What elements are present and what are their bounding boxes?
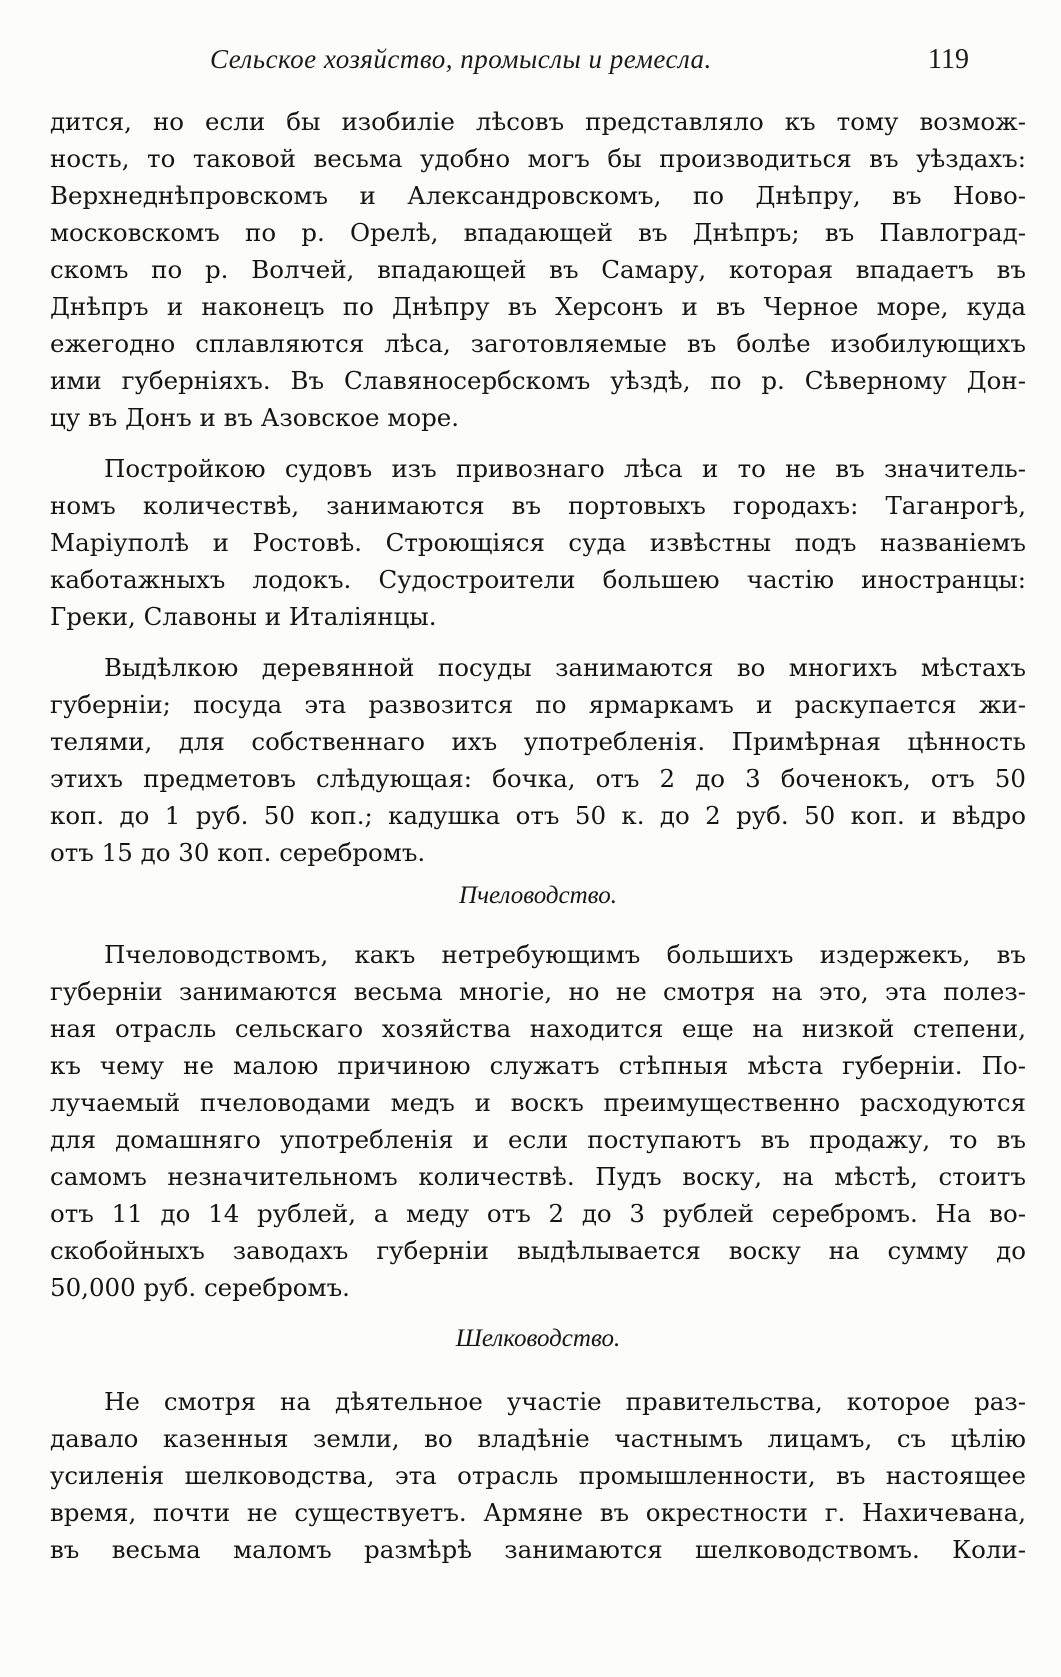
section-heading-sericulture: Шелководство.	[455, 1325, 621, 1352]
body-text	[50, 103, 1026, 1568]
text-line: Пчеловодствомъ, какъ нетребующимъ большихъ издержекъ, въ	[104, 940, 1026, 969]
text-line: отъ 11 до 14 рублей, а меду отъ 2 до 3 рублей серебромъ. На во-	[50, 1199, 1026, 1228]
text-line: къ чему не малою причиною служатъ стѣпныя мѣста губерніи. По-	[50, 1051, 1026, 1080]
text-line: московскомъ по р. Орелѣ, впадающей въ Днѣпръ; въ Павлоград-	[50, 218, 1026, 247]
text-line: Маріуполѣ и Ростовѣ. Строющіяся суда извѣстны подъ названіемъ	[50, 528, 1026, 557]
text-line: Выдѣлкою деревянной посуды занимаются во многихъ мѣстахъ	[104, 653, 1026, 682]
text-line: скомъ по р. Волчей, впадающей въ Самару, которая впадаетъ въ	[50, 255, 1026, 284]
text-line: Греки, Славоны и Италіянцы.	[50, 602, 437, 631]
text-line: Верхнеднѣпровскомъ и Александровскомъ, по Днѣпру, въ Ново-	[50, 181, 1026, 210]
text-line: Днѣпръ и наконецъ по Днѣпру въ Херсонъ и въ Черное море, куда	[50, 292, 1026, 321]
paragraph	[50, 1383, 1026, 1568]
text-line: 50,000 руб. серебромъ.	[50, 1273, 350, 1302]
running-title: Сельское хозяйство, промыслы и ремесла.	[210, 44, 712, 74]
text-line: губерніи; посуда эта развозится по ярмаркамъ и раскупается жи-	[50, 690, 1026, 719]
text-line: номъ количествѣ, занимаются въ портовыхъ городахъ: Таганрогѣ,	[50, 491, 1026, 520]
text-line: ность, то таковой весьма удобно могъ бы производиться въ уѣздахъ:	[50, 144, 1026, 173]
text-line: телями, для собственнаго ихъ употребленія. Примѣрная цѣнность	[50, 727, 1026, 756]
text-line: этихъ предметовъ слѣдующая: бочка, отъ 2 до 3 боченокъ, отъ 50	[50, 764, 1026, 793]
text-line: Не смотря на дѣятельное участіе правительства, которое раз-	[104, 1387, 1026, 1416]
text-line: отъ 15 до 30 коп. серебромъ.	[50, 838, 426, 867]
paragraph	[50, 103, 1026, 436]
paragraph	[50, 450, 1026, 635]
text-line: ими губерніяхъ. Въ Славяносербскомъ уѣздѣ, по р. Сѣверному Дон-	[50, 366, 1026, 395]
text-line: въ весьма маломъ размѣрѣ занимаются шелководствомъ. Коли-	[50, 1535, 1026, 1564]
section-heading-beekeeping: Пчеловодство.	[459, 882, 617, 909]
text-line: ная отрасль сельскаго хозяйства находится еще на низкой степени,	[50, 1014, 1026, 1043]
text-line: самомъ незначительномъ количествѣ. Пудъ воску, на мѣстѣ, стоитъ	[50, 1162, 1026, 1191]
text-line: скобойныхъ заводахъ губерніи выдѣлывается воску на сумму до	[50, 1236, 1026, 1265]
text-line: цу въ Донъ и въ Азовское море.	[50, 403, 460, 432]
text-line: коп. до 1 руб. 50 коп.; кадушка отъ 50 к. до 2 руб. 50 коп. и вѣдро	[50, 801, 1026, 830]
text-line: время, почти не существуетъ. Армяне въ окрестности г. Нахичевана,	[50, 1498, 1026, 1527]
text-line: губерніи занимаются весьма многіе, но не смотря на это, эта полез-	[50, 977, 1026, 1006]
text-line: Постройкою судовъ изъ привознаго лѣса и то не въ значитель-	[104, 454, 1026, 483]
text-line: дится, но если бы изобиліе лѣсовъ представляло къ тому возмож-	[50, 107, 1026, 136]
text-line: лучаемый пчеловодами медъ и воскъ преимущественно расходуются	[50, 1088, 1026, 1117]
page-number: 119	[928, 44, 969, 75]
text-line: ежегодно сплавляются лѣса, заготовляемые въ болѣе изобилующихъ	[50, 329, 1026, 358]
text-line: усиленія шелководства, эта отрасль промышленности, въ настоящее	[50, 1461, 1026, 1490]
paragraph	[50, 649, 1026, 871]
text-line: каботажныхъ лодокъ. Судостроители большею частію иностранцы:	[50, 565, 1026, 594]
text-line: давало казенныя земли, во владѣніе частнымъ лицамъ, съ цѣлію	[50, 1424, 1026, 1453]
paragraph	[50, 936, 1026, 1306]
text-line: для домашняго употребленія и если поступаютъ въ продажу, то въ	[50, 1125, 1026, 1154]
